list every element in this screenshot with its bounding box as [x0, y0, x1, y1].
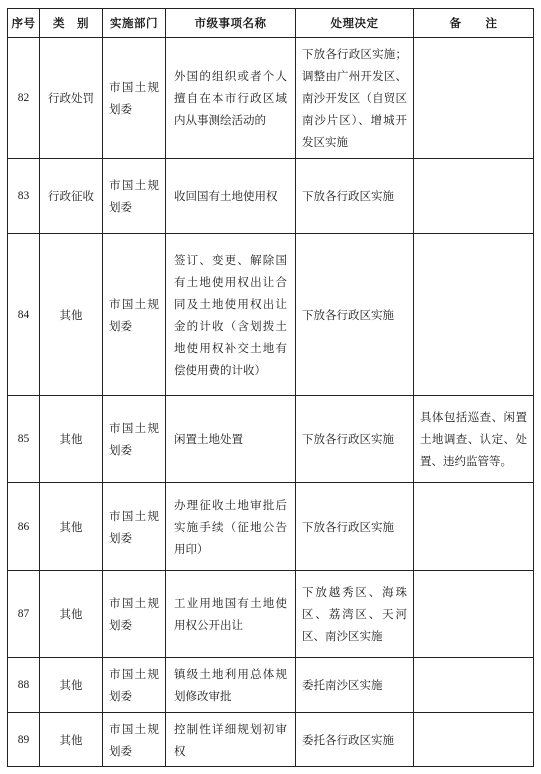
- row-item: 控制性详细规划初审权: [166, 713, 296, 767]
- header-item: 市级事项名称: [166, 9, 296, 38]
- table-row: [8, 159, 534, 234]
- row-item: 签订、变更、解除国有土地使用权出让合同及土地使用权出让金的计收（含划拨土地使用权补交土地有偿使用费的计收）: [166, 234, 296, 396]
- row-dept: 市国土规划委: [103, 571, 166, 658]
- row-note: [414, 658, 534, 713]
- row-decision: 下放越秀区、海珠区、荔湾区、天河区、南沙区实施: [296, 571, 414, 658]
- row-num: 85: [8, 396, 40, 483]
- row-decision: 下放各行政区实施: [296, 159, 414, 234]
- row-num: 89: [8, 713, 40, 767]
- row-item: 工业用地国有土地使用权公开出让: [166, 571, 296, 658]
- row-decision: 下放各行政区实施: [296, 396, 414, 483]
- table-row: [8, 571, 534, 658]
- row-decision: 委托各行政区实施: [296, 713, 414, 767]
- row-type: 其他: [40, 571, 103, 658]
- header-decision: 处理决定: [296, 9, 414, 38]
- table-row: [8, 234, 534, 396]
- document-page: [7, 8, 533, 767]
- row-num: 82: [8, 38, 40, 159]
- row-decision: 下放各行政区实施: [296, 234, 414, 396]
- table-header-row: [8, 9, 534, 38]
- row-dept: 市国土规划委: [103, 234, 166, 396]
- row-item: 闲置土地处置: [166, 396, 296, 483]
- row-dept: 市国土规划委: [103, 396, 166, 483]
- row-note: [414, 713, 534, 767]
- row-note: [414, 483, 534, 571]
- row-note: [414, 571, 534, 658]
- row-type: 其他: [40, 483, 103, 571]
- header-num: 序号: [8, 9, 40, 38]
- row-type: 行政征收: [40, 159, 103, 234]
- row-note: [414, 159, 534, 234]
- table-row: [8, 483, 534, 571]
- row-dept: 市国土规划委: [103, 483, 166, 571]
- header-dept: 实施部门: [103, 9, 166, 38]
- row-dept: 市国土规划委: [103, 713, 166, 767]
- row-item: 收回国有土地使用权: [166, 159, 296, 234]
- row-type: 其他: [40, 658, 103, 713]
- row-type: 其他: [40, 396, 103, 483]
- row-item: 外国的组织或者个人擅自在本市行政区域内从事测绘活动的: [166, 38, 296, 159]
- row-type: 其他: [40, 713, 103, 767]
- row-dept: 市国土规划委: [103, 658, 166, 713]
- row-decision: 下放各行政区实施: [296, 483, 414, 571]
- table-row: [8, 658, 534, 713]
- row-item: 办理征收土地审批后实施手续（征地公告用印）: [166, 483, 296, 571]
- table-row: [8, 396, 534, 483]
- matters-table: [7, 8, 534, 767]
- row-num: 86: [8, 483, 40, 571]
- row-num: 87: [8, 571, 40, 658]
- row-dept: 市国土规划委: [103, 38, 166, 159]
- row-num: 88: [8, 658, 40, 713]
- row-num: 84: [8, 234, 40, 396]
- table-row: [8, 713, 534, 767]
- row-decision: 下放各行政区实施；调整由广州开发区、南沙开发区（自贸区南沙片区）、增城开发区实施: [296, 38, 414, 159]
- table-row: [8, 38, 534, 159]
- row-item: 镇级土地利用总体规划修改审批: [166, 658, 296, 713]
- header-note: 备 注: [414, 9, 534, 38]
- row-num: 83: [8, 159, 40, 234]
- row-decision: 委托南沙区实施: [296, 658, 414, 713]
- row-note: [414, 234, 534, 396]
- header-type: 类 别: [40, 9, 103, 38]
- row-note: 具体包括巡查、闲置土地调查、认定、处置、违约监管等。: [414, 396, 534, 483]
- row-type: 行政处罚: [40, 38, 103, 159]
- row-note: [414, 38, 534, 159]
- row-dept: 市国土规划委: [103, 159, 166, 234]
- row-type: 其他: [40, 234, 103, 396]
